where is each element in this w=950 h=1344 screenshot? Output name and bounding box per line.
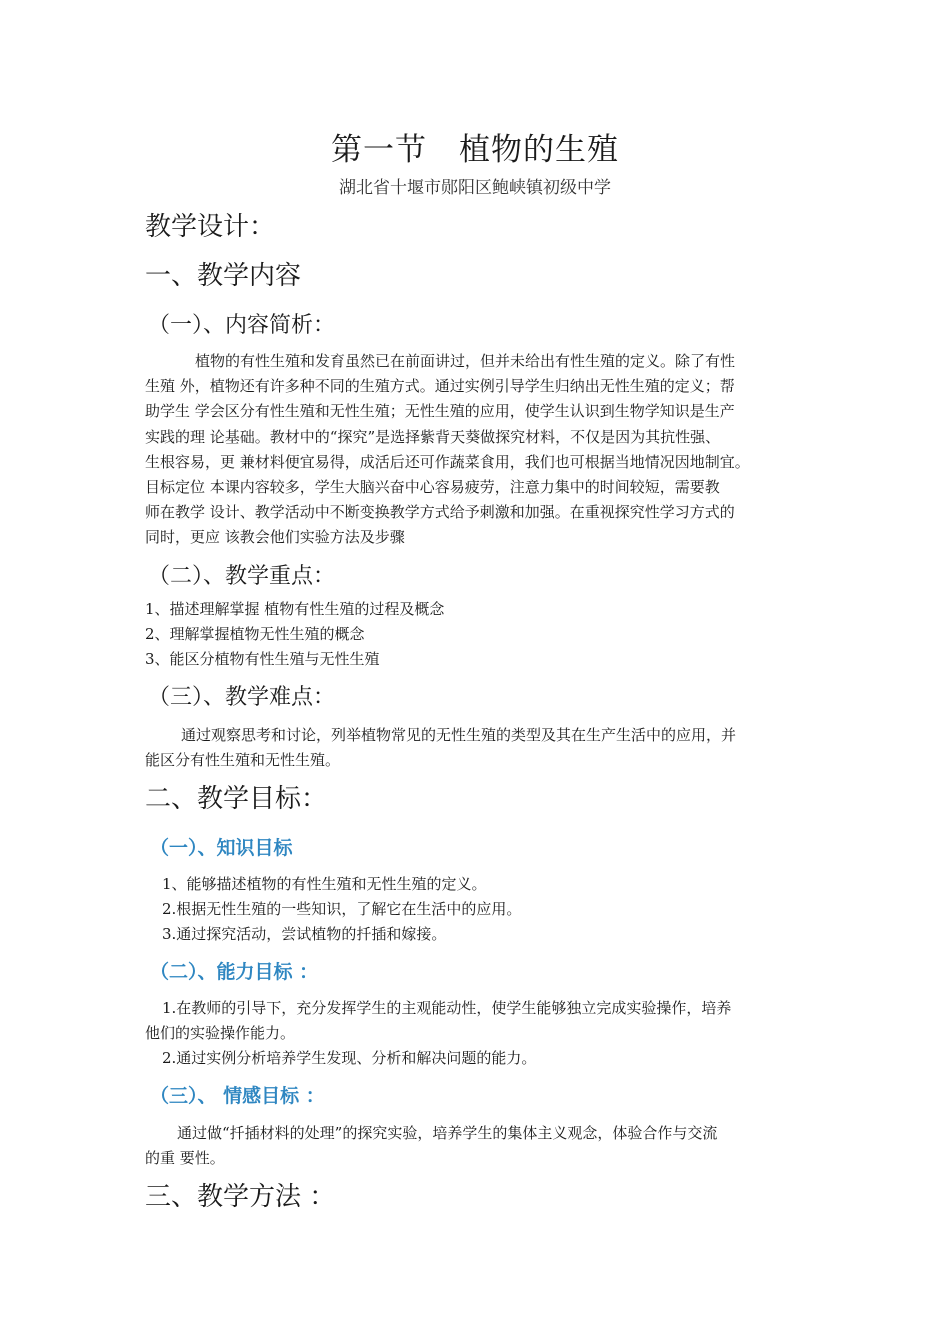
knowledge-goals-heading: （一）、知识目标 [150,837,293,859]
doc-subtitle: 湖北省十堰市郧阳区鲍峡镇初级中学 [339,178,611,198]
section3-heading: 三、教学方法 ： [145,1182,336,1212]
ability-goals-heading: （二）、能力目标 ： [150,961,319,983]
difficulties-paragraph [145,723,825,773]
ability-goals-paragraph [145,996,825,1072]
knowledge-goal-item: 2.根据无性生殖的一些知识，了解它在生活中的应用。 [162,900,522,918]
paragraph-line: 通过做“扦插材料的处理”的探究实验，培养学生的集体主义观念，体验合作与交流 [177,1124,718,1142]
paragraph-line: 同时，更应 该教会他们实验方法及步骤 [145,528,405,547]
key-point-item: 2、理解掌握植物无性生殖的概念 [145,625,365,643]
key-point-item: 3、能区分植物有性生殖与无性生殖 [145,650,380,668]
doc-title: 第一节 植物的生殖 [331,132,619,168]
difficulties-heading: （三）、教学难点： [148,685,336,710]
paragraph-line: 1.在教师的引导下，充分发挥学生的主观能动性，使学生能够独立完成实验操作，培养 [162,999,732,1017]
paragraph-line: 植物的有性生殖和发育虽然已在前面讲过，但并未给出有性生殖的定义。除了有性 [195,352,736,370]
section2-heading: 二、教学目标： [145,784,328,814]
content-analysis-heading: （一）、内容简析： [148,313,336,338]
paragraph-line: 他们的实验操作能力。 [145,1024,296,1043]
paragraph-line: 2.通过实例分析培养学生发现、分析和解决问题的能力。 [162,1049,537,1068]
paragraph-line: 生殖 外，植物还有许多种不同的生殖方式。通过实例引导学生归纳出无性生殖的定义；帮 [145,377,735,396]
section1-heading: 一、教学内容 [145,261,302,291]
paragraph-line: 的重 要性。 [145,1149,225,1168]
paragraph-line: 实践的理 论基础。教材中的“探究”是选择紫背天葵做探究材料，不仅是因为其抗性强、 [145,427,721,446]
paragraph-line: 目标定位 本课内容较多，学生大脑兴奋中心容易疲劳，注意力集中的时间较短，需要教 [145,478,720,497]
knowledge-goal-item: 1、能够描述植物的有性生殖和无性生殖的定义。 [162,875,487,893]
emotion-goals-paragraph [145,1121,825,1171]
paragraph-line: 师在教学 设计、教学活动中不断变换教学方式给予刺激和加强。在重视探究性学习方式的 [145,503,735,522]
paragraph-line: 通过观察思考和讨论，列举植物常见的无性生殖的类型及其在生产生活中的应用，并 [181,726,737,744]
content-analysis-paragraph [145,349,825,551]
paragraph-line: 能区分有性生殖和无性生殖。 [145,751,341,770]
knowledge-goal-item: 3.通过探究活动，尝试植物的扦插和嫁接。 [162,925,447,943]
key-point-item: 1、描述理解掌握 植物有性生殖的过程及概念 [145,600,445,618]
paragraph-line: 助学生 学会区分有性生殖和无性生殖；无性生殖的应用，使学生认识到生物学知识是生产 [145,402,735,421]
key-points-heading: （二）、教学重点： [148,564,336,589]
emotion-goals-heading: （三）、 情感目标 ： [150,1085,325,1107]
paragraph-line: 生根容易，更 兼材料便宜易得，成活后还可作蔬菜食用，我们也可根据当地情况因地制宜。 [145,452,750,471]
design-heading: 教学设计： [145,212,276,242]
